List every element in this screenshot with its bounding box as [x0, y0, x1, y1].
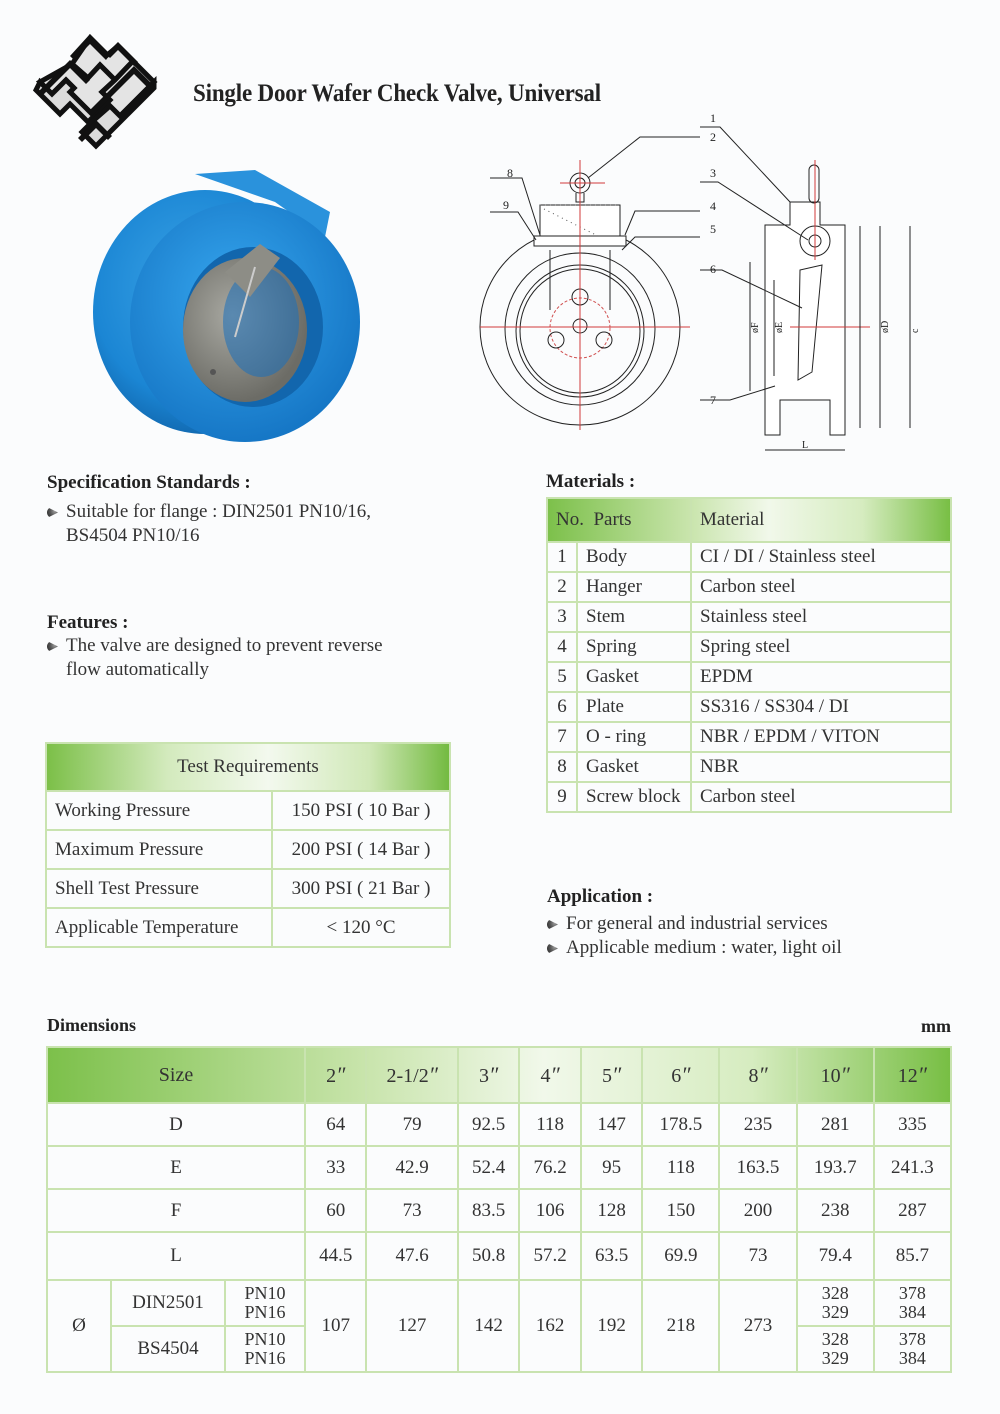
dim-label-F: øF — [750, 322, 761, 333]
dimension-value: 73 — [366, 1189, 457, 1232]
application-heading: Application : — [547, 886, 654, 907]
dimension-value: 52.4 — [458, 1146, 519, 1189]
dimension-value: 147 — [581, 1103, 642, 1146]
part-name: Body — [577, 542, 691, 572]
part-number: 6 — [547, 692, 577, 722]
inch-mark: ″ — [758, 1062, 768, 1087]
test-requirement-row — [46, 791, 450, 830]
part-material: CI / DI / Stainless steel — [691, 542, 951, 572]
size-value: 4 — [540, 1065, 551, 1087]
part-number: 7 — [547, 722, 577, 752]
part-number: 3 — [547, 602, 577, 632]
part-label-2: 2 — [710, 130, 716, 144]
part-number: 2 — [547, 572, 577, 602]
dimension-value: 73 — [719, 1232, 796, 1280]
test-requirement-value: < 120 °C — [272, 908, 450, 947]
size-column-header — [874, 1047, 951, 1103]
flange-diameter-value: 384 — [898, 1348, 926, 1368]
size-column-header — [581, 1047, 642, 1103]
application-item-text: For general and industrial services — [566, 913, 828, 934]
dimension-row — [47, 1232, 951, 1280]
part-label-3: 3 — [710, 166, 716, 180]
dimension-row — [47, 1189, 951, 1232]
part-number: 5 — [547, 662, 577, 692]
test-requirement-label: Shell Test Pressure — [46, 869, 272, 908]
col-no: No. — [556, 509, 584, 530]
materials-row — [547, 782, 951, 812]
dimension-value: 106 — [519, 1189, 580, 1232]
dimension-value: 44.5 — [305, 1232, 366, 1280]
size-column-header — [642, 1047, 719, 1103]
part-name: Gasket — [577, 662, 691, 692]
size-column-header — [366, 1047, 457, 1103]
size-value: 6 — [671, 1065, 682, 1087]
materials-header-row — [547, 498, 951, 542]
dimension-value: 150 — [642, 1189, 719, 1232]
test-requirement-row — [46, 830, 450, 869]
dim-label-L: L — [802, 440, 809, 451]
flange-diameter-pair — [874, 1326, 951, 1372]
part-material: NBR — [691, 752, 951, 782]
test-requirements-table — [45, 742, 451, 948]
flange-standard: DIN2501 — [111, 1280, 225, 1326]
flange-standard: BS4504 — [111, 1326, 225, 1372]
bullet-icon — [47, 641, 58, 652]
part-name: Hanger — [577, 572, 691, 602]
valve-photo — [85, 162, 385, 447]
part-name: O - ring — [577, 722, 691, 752]
application-item-text: Applicable medium : water, light oil — [566, 937, 842, 958]
dimension-value: 118 — [642, 1146, 719, 1189]
flange-diameter-value: 328 — [821, 1329, 849, 1349]
test-requirements-heading: Test Requirements — [46, 743, 450, 791]
bullet-icon — [47, 507, 58, 518]
dimension-value: 335 — [874, 1103, 951, 1146]
dimension-value: 238 — [797, 1189, 874, 1232]
dimension-value: 95 — [581, 1146, 642, 1189]
materials-row — [547, 542, 951, 572]
dimension-value: 92.5 — [458, 1103, 519, 1146]
dimension-value: 83.5 — [458, 1189, 519, 1232]
application-item — [547, 912, 967, 936]
part-label-9: 9 — [503, 198, 509, 212]
dimension-value: 287 — [874, 1189, 951, 1232]
dimension-value: 128 — [581, 1189, 642, 1232]
dimension-value: 200 — [719, 1189, 796, 1232]
flange-diameter-value: 192 — [581, 1280, 642, 1372]
materials-row — [547, 752, 951, 782]
inch-mark: ″ — [840, 1062, 850, 1087]
materials-row — [547, 722, 951, 752]
part-name: Stem — [577, 602, 691, 632]
dim-label-E: øE — [774, 321, 785, 333]
test-requirement-label: Maximum Pressure — [46, 830, 272, 869]
dimension-value: 47.6 — [366, 1232, 457, 1280]
flange-diameter-value: 328 — [821, 1283, 849, 1303]
dimension-value: 235 — [719, 1103, 796, 1146]
flange-diameter-pair — [874, 1280, 951, 1326]
technical-drawing — [460, 110, 950, 460]
part-number: 1 — [547, 542, 577, 572]
col-material: Material — [691, 498, 951, 542]
size-value: 5 — [601, 1065, 612, 1087]
part-number: 9 — [547, 782, 577, 812]
inch-mark: ″ — [917, 1062, 927, 1087]
part-material: Spring steel — [691, 632, 951, 662]
size-value: 8 — [748, 1065, 759, 1087]
blue-wafer-check-valve-photo-icon — [85, 162, 385, 447]
pressure-ratings — [225, 1326, 305, 1372]
test-requirement-label: Working Pressure — [46, 791, 272, 830]
flange-diameter-value: 107 — [305, 1280, 366, 1372]
test-requirement-row — [46, 908, 450, 947]
pressure-rating: PN10 — [244, 1283, 286, 1303]
flange-diameter-value: 162 — [519, 1280, 580, 1372]
dimension-label: L — [47, 1232, 305, 1280]
size-column-header — [305, 1047, 366, 1103]
diameter-symbol: Ø — [47, 1280, 111, 1372]
dimensions-unit: mm — [921, 1016, 951, 1036]
part-material: SS316 / SS304 / DI — [691, 692, 951, 722]
dimension-value: 60 — [305, 1189, 366, 1232]
dimension-label: F — [47, 1189, 305, 1232]
size-value: 2-1/2 — [386, 1065, 429, 1087]
col-parts: Parts — [593, 509, 632, 530]
part-material: EPDM — [691, 662, 951, 692]
features-item — [47, 634, 467, 682]
part-label-1: 1 — [710, 111, 716, 125]
dimension-value: 85.7 — [874, 1232, 951, 1280]
flange-row — [47, 1280, 951, 1326]
part-material: NBR / EPDM / VITON — [691, 722, 951, 752]
pressure-rating: PN10 — [244, 1329, 286, 1349]
part-label-7: 7 — [710, 393, 716, 407]
dimension-value: 50.8 — [458, 1232, 519, 1280]
dimension-value: 178.5 — [642, 1103, 719, 1146]
materials-row — [547, 692, 951, 722]
part-name: Plate — [577, 692, 691, 722]
part-name: Spring — [577, 632, 691, 662]
page-title: Single Door Wafer Check Valve, Universal — [193, 80, 601, 107]
dimension-value: 42.9 — [366, 1146, 457, 1189]
bullet-icon — [547, 943, 558, 954]
flange-diameter-value: 378 — [898, 1329, 926, 1349]
part-material: Carbon steel — [691, 572, 951, 602]
flange-diameter-value: 384 — [898, 1302, 926, 1322]
inch-mark: ″ — [336, 1062, 346, 1087]
size-value: 3 — [479, 1065, 490, 1087]
dimension-value: 33 — [305, 1146, 366, 1189]
size-column-header — [797, 1047, 874, 1103]
part-label-4: 4 — [710, 199, 716, 213]
size-value: 12 — [897, 1065, 918, 1087]
materials-row — [547, 662, 951, 692]
features-heading: Features : — [47, 612, 129, 633]
inch-mark: ″ — [428, 1062, 438, 1087]
size-column-header — [519, 1047, 580, 1103]
flange-diameter-value: 329 — [821, 1302, 849, 1322]
dimension-value: 76.2 — [519, 1146, 580, 1189]
flange-diameter-value: 127 — [366, 1280, 457, 1372]
inch-mark: ″ — [611, 1062, 622, 1087]
flange-diameter-value: 218 — [642, 1280, 719, 1372]
application-item — [547, 936, 967, 960]
dimension-value: 69.9 — [642, 1232, 719, 1280]
specification-heading: Specification Standards : — [47, 472, 251, 493]
specification-section — [47, 472, 467, 548]
dimensions-header-row — [47, 1047, 951, 1103]
flange-diameter-value: 378 — [898, 1283, 926, 1303]
dimension-value: 163.5 — [719, 1146, 796, 1189]
test-requirement-value: 300 PSI ( 21 Bar ) — [272, 869, 450, 908]
test-requirement-label: Applicable Temperature — [46, 908, 272, 947]
part-label-6: 6 — [710, 262, 716, 276]
test-requirement-row — [46, 869, 450, 908]
pressure-rating: PN16 — [244, 1348, 286, 1368]
dimensions-heading: Dimensions — [47, 1015, 137, 1035]
part-material: Carbon steel — [691, 782, 951, 812]
dimension-value: 64 — [305, 1103, 366, 1146]
part-number: 4 — [547, 632, 577, 662]
materials-table — [546, 497, 952, 813]
stacked-diamond-logo-icon — [30, 30, 160, 165]
pressure-rating: PN16 — [244, 1302, 286, 1322]
flange-diameter-value: 329 — [821, 1348, 849, 1368]
company-logo — [30, 30, 160, 165]
part-name: Gasket — [577, 752, 691, 782]
inch-mark: ″ — [489, 1062, 499, 1087]
inch-mark: ″ — [550, 1062, 560, 1087]
dimensions-table — [46, 1046, 952, 1373]
size-value: 10 — [820, 1065, 841, 1087]
dimension-value: 118 — [519, 1103, 580, 1146]
features-line-2: flow automatically — [66, 659, 209, 680]
dimension-row — [47, 1146, 951, 1189]
materials-col-no-parts — [547, 498, 691, 542]
materials-heading: Materials : — [546, 471, 636, 492]
flange-diameter-value: 142 — [458, 1280, 519, 1372]
features-line-1: The valve are designed to prevent reverse — [66, 635, 383, 656]
size-value: 2 — [326, 1065, 337, 1087]
materials-row — [547, 632, 951, 662]
flange-diameter-pair — [797, 1280, 874, 1326]
dimension-value: 281 — [797, 1103, 874, 1146]
size-header: Size — [47, 1047, 305, 1103]
size-column-header — [719, 1047, 796, 1103]
flange-diameter-value: 273 — [719, 1280, 796, 1372]
dimension-value: 193.7 — [797, 1146, 874, 1189]
dimension-value: 63.5 — [581, 1232, 642, 1280]
inch-mark: ″ — [681, 1062, 691, 1087]
application-section — [547, 886, 967, 960]
dim-label-C: c — [910, 328, 921, 333]
part-material: Stainless steel — [691, 602, 951, 632]
dimension-value: 241.3 — [874, 1146, 951, 1189]
part-label-5: 5 — [710, 222, 716, 236]
part-label-8: 8 — [507, 166, 513, 180]
specification-line-2: BS4504 PN10/16 — [66, 525, 200, 546]
features-section — [47, 612, 467, 682]
dimension-label: D — [47, 1103, 305, 1146]
dimension-value: 79.4 — [797, 1232, 874, 1280]
dimension-label: E — [47, 1146, 305, 1189]
part-number: 8 — [547, 752, 577, 782]
size-column-header — [458, 1047, 519, 1103]
dimension-value: 79 — [366, 1103, 457, 1146]
test-requirement-value: 200 PSI ( 14 Bar ) — [272, 830, 450, 869]
specification-line-1: Suitable for flange : DIN2501 PN10/16, — [66, 501, 372, 522]
dim-label-D: øD — [880, 320, 891, 333]
materials-row — [547, 602, 951, 632]
dimension-value: 57.2 — [519, 1232, 580, 1280]
specification-item — [47, 500, 467, 548]
part-name: Screw block — [577, 782, 691, 812]
flange-diameter-pair — [797, 1326, 874, 1372]
pressure-ratings — [225, 1280, 305, 1326]
bullet-icon — [547, 919, 558, 930]
dimension-row — [47, 1103, 951, 1146]
test-requirement-value: 150 PSI ( 10 Bar ) — [272, 791, 450, 830]
materials-row — [547, 572, 951, 602]
